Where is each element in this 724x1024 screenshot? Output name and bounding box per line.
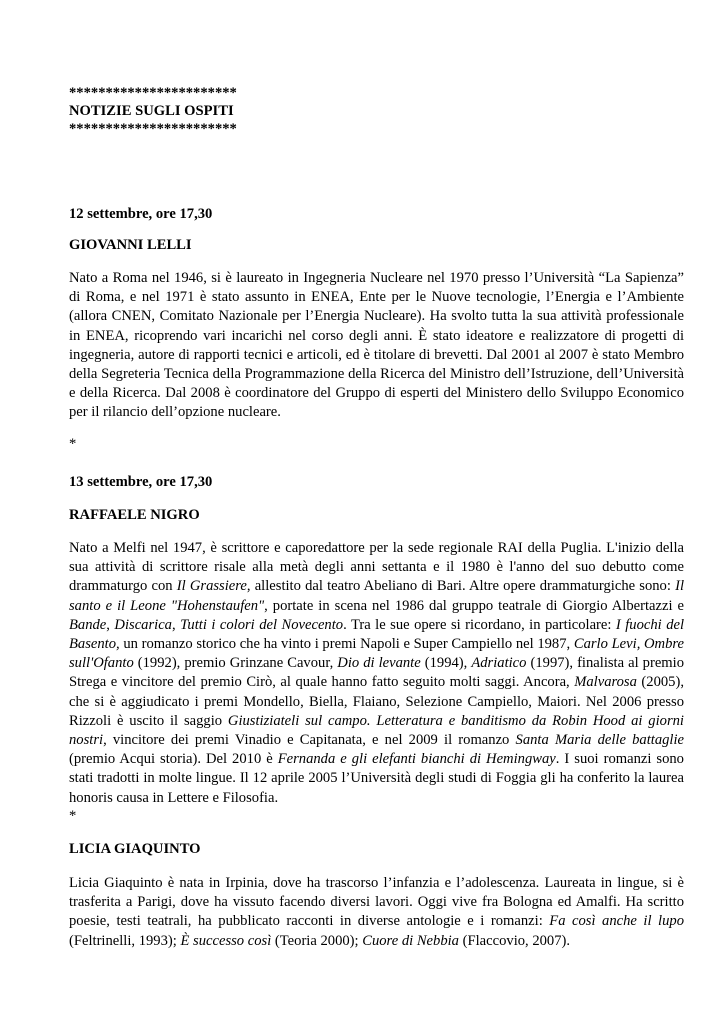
title-run: Malvarosa [574,674,637,691]
header-stars-bottom: *********************** [69,121,237,137]
title-run: Santa Maria delle battaglie [515,732,685,749]
text-run: . I suoi romanzi sono stati tradotti in molte lingue. Il 12 aprile 2005 l’Università degli studi di Foggia gli ha conferito la laurea honoris causa in Lettere e Filosofia. [69,751,684,806]
text-run: , vincitore dei premi Vinadio e Capitanata, e nel 2009 il romanzo [103,732,516,749]
text-run: Nato a Roma nel 1946, si è laureato in Ingegneria Nucleare nel 1970 presso l’Università “La Sapienza” di Roma, e nel 1971 è stato assunto in ENEA, Ente per le Nuove tecnologie, l’Energia e l’Ambiente (allora CNEN, Comitato Nazionale per l’Energia Nucleare). Ha svolto tutta la sua attività professionale in ENEA, ricoprendo vari incarichi nel corso degli anni. È stato ideatore e realizzatore di progetti di ingegneria, autore di rapporti tecnici e articoli, ed è titolare di brevetti. Dal 2001 al 2007 è stato Membro della Segreteria Tecnica della Programmazione della Ricerca del Ministro dell’Istruzione, dell’Università e della Ricerca. Dal 2008 è coordinatore del Gruppo di esperti del Ministero dello Sviluppo Economico per il rilancio dell’opzione nucleare. [69,270,684,421]
guest-1-name: GIOVANNI LELLI [69,237,192,253]
title-run: Dio di levante [337,655,421,672]
text-run: (Teoria 2000); [271,932,363,949]
title-run: Il Grassiere [176,578,247,595]
separator-2: * [69,808,77,824]
text-run: , [171,616,181,633]
title-run: Adriatico [471,655,527,672]
text-run: Licia Giaquinto è nata in Irpinia, dove ha trascorso l’infanzia e l’adolescenza. Laureata in lingue, si è trasferita a Parigi, dove ha vissuto facendo diversi lavori. Oggi vive fra Bologna ed Amalfi. Ha scritto poesie, testi teatrali, ha pubblicato racconti in diverse antologie e i romanzi: [69,875,684,930]
text-run: (1994), [420,655,472,672]
text-run: . Tra le sue opere si ricordano, in particolare: [343,616,616,633]
title-run: Fernanda e gli elefanti bianchi di Hemingway [277,751,556,768]
title-run: Fa così anche il lupo [549,913,684,930]
text-run: (Feltrinelli, 1993); [69,932,181,949]
text-run: , [106,616,115,633]
guest-2-bio [69,539,684,808]
guest-1-date: 12 settembre, ore 17,30 [69,206,213,222]
title-run: Il santo e il Leone "Hohenstaufen" [69,578,684,614]
title-run: Bande [69,616,107,633]
text-run: , portate in scena nel 1986 dal gruppo teatrale di Giorgio Albertazzi e [264,597,684,614]
text-run: , allestito dal teatro Abeliano di Bari. Altre opere drammaturgiche sono: [246,578,676,595]
text-run: Nato a Melfi nel 1947, è scrittore e caporedattore per la sede regionale RAI della Puglia. L'inizio della sua attività di scrittore risale alla metà degli anni settanta e il 1980 è l'anno del suo debutto come drammaturgo con [69,540,684,595]
text-run: un romanzo storico che ha vinto i premi Napoli e Super Campiello nel 1987, [119,636,574,653]
page-title: NOTIZIE SUGLI OSPITI [69,103,234,119]
text-run: (premio Acqui storia). Del 2010 è [69,751,278,768]
title-run: È successo così [180,932,272,949]
guest-3-bio [69,874,684,951]
title-run: Carlo Levi, Ombre sull'Ofanto [69,636,684,672]
guest-3-name: LICIA GIAQUINTO [69,841,201,857]
guest-1-bio [69,269,684,423]
header-stars-top: *********************** [69,85,237,101]
guest-2-date: 13 settembre, ore 17,30 [69,474,213,490]
title-run: I fuochi del Basento, [69,616,685,653]
text-run: (1997), finalista al premio Strega e vincitore del premio Cirò, al quale hanno fatto seguito molti saggi. Ancora, [69,655,685,691]
title-run: Cuore di Nebbia [362,932,459,949]
separator-1: * [69,436,77,452]
title-run: Giustiziateli sul campo. Letteratura e banditismo da Robin Hood ai giorni nostri [69,712,684,749]
text-run: (2005), che si è aggiudicato i premi Mondello, Biella, Flaiano, Selezione Campiello, Maiori. Nel 2006 presso Rizzoli è uscito il saggio [69,674,684,729]
title-run: Tutti i colori del Novecento [180,616,344,633]
text-run: (1992), premio Grinzane Cavour, [133,655,338,672]
title-run: Discarica [114,616,172,633]
text-run: (Flaccovio, 2007). [458,932,571,949]
guest-2-name: RAFFAELE NIGRO [69,507,200,523]
